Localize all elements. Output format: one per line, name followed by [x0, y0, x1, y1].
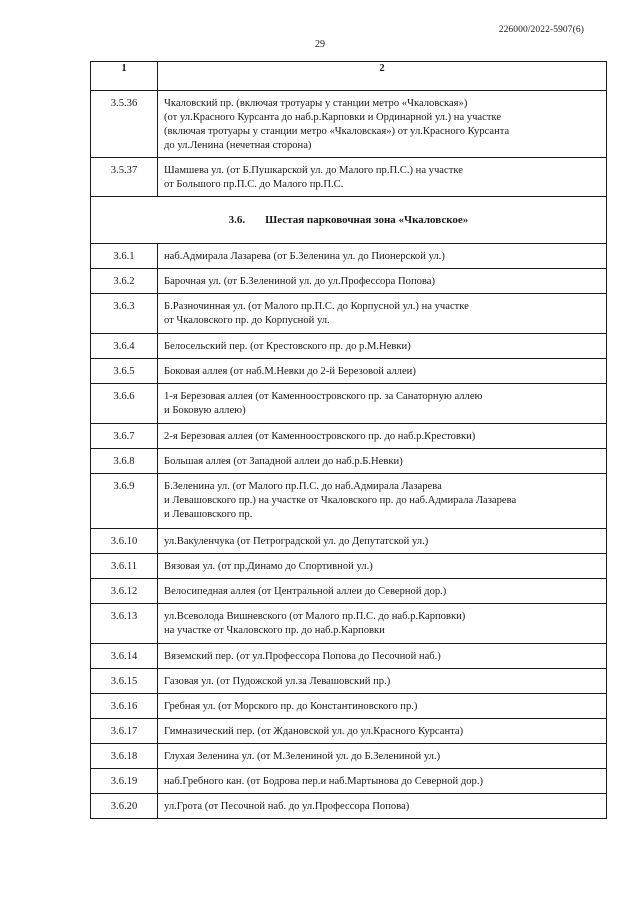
- row-description: [158, 744, 607, 769]
- row-number: 3.6.15: [91, 669, 158, 694]
- row-description: [158, 554, 607, 579]
- description-line: Чкаловский пр. (включая тротуары у станции метро «Чкаловская»): [164, 98, 468, 109]
- row-number: 3.6.20: [91, 794, 158, 819]
- table-row: [91, 644, 607, 669]
- table-row: [91, 384, 607, 424]
- table-row: [91, 449, 607, 474]
- table-row: [91, 474, 607, 529]
- document-id: 226000/2022-5907(6): [498, 25, 584, 35]
- table-row: [91, 794, 607, 819]
- description-line: Велосипедная аллея (от Центральной аллеи до Северной дор.): [164, 586, 447, 597]
- description-line: ул.Всеволода Вишневского (от Малого пр.П.С. до наб.р.Карповки): [164, 611, 466, 622]
- row-description: [158, 474, 607, 529]
- description-line: ул.Вакуленчука (от Петроградской ул. до Депутатской ул.): [164, 536, 429, 547]
- row-number: 3.6.18: [91, 744, 158, 769]
- row-number: 3.6.16: [91, 694, 158, 719]
- row-description: [158, 694, 607, 719]
- row-number: 3.6.6: [91, 384, 158, 424]
- description-line: на участке от Чкаловского пр. до наб.р.Карповки: [164, 625, 385, 636]
- table-row: [91, 744, 607, 769]
- description-line: и Левашовского пр.) на участке от Чкаловского пр. до наб.Адмирала Лазарева: [164, 495, 517, 506]
- row-description: [158, 91, 607, 158]
- table-row: [91, 359, 607, 384]
- section-number: 3.6.: [228, 214, 246, 226]
- description-line: от Большого пр.П.С. до Малого пр.П.С.: [164, 179, 344, 190]
- description-line: Белосельский пер. (от Крестовского пр. до р.М.Невки): [164, 341, 411, 352]
- description-line: Шамшева ул. (от Б.Пушкарской ул. до Малого пр.П.С.) на участке: [164, 165, 463, 176]
- description-line: Вяземский пер. (от ул.Профессора Попова до Песочной наб.): [164, 651, 441, 662]
- description-line: и Боковую аллею): [164, 405, 246, 416]
- description-line: 2-я Березовая аллея (от Каменноостровского пр. до наб.р.Крестовки): [164, 431, 476, 442]
- description-line: от Чкаловского пр. до Корпусной ул.: [164, 315, 330, 326]
- row-number: 3.6.11: [91, 554, 158, 579]
- row-number: 3.5.36: [91, 91, 158, 158]
- row-number: 3.6.5: [91, 359, 158, 384]
- table-row: [91, 579, 607, 604]
- row-description: [158, 794, 607, 819]
- section-title: Шестая парковочная зона «Чкаловское»: [265, 214, 469, 226]
- row-number: 3.5.37: [91, 158, 158, 197]
- row-description: [158, 158, 607, 197]
- table-row: [91, 769, 607, 794]
- row-description: [158, 604, 607, 644]
- description-line: и Левашовского пр.: [164, 509, 253, 520]
- description-line: 1-я Березовая аллея (от Каменноостровского пр. за Санаторную аллею: [164, 391, 483, 402]
- description-line: Большая аллея (от Западной аллеи до наб.р.Б.Невки): [164, 456, 403, 467]
- row-description: [158, 579, 607, 604]
- description-line: (включая тротуары у станции метро «Чкаловская») от ул.Красного Курсанта: [164, 126, 510, 137]
- row-number: 3.6.14: [91, 644, 158, 669]
- description-line: наб.Гребного кан. (от Бодрова пер.и наб.Мартынова до Северной дор.): [164, 776, 484, 787]
- table-row: [91, 424, 607, 449]
- row-description: [158, 384, 607, 424]
- row-description: [158, 644, 607, 669]
- table-body: [91, 91, 607, 819]
- table-header-row: [91, 62, 607, 91]
- description-line: Гимназический пер. (от Ждановской ул. до ул.Красного Курсанта): [164, 726, 464, 737]
- table-row: [91, 244, 607, 269]
- row-description: [158, 529, 607, 554]
- description-line: Вязовая ул. (от пр.Динамо до Спортивной ул.): [164, 561, 373, 572]
- page-number: 29: [315, 39, 325, 50]
- table-row: [91, 91, 607, 158]
- section-row: [91, 197, 607, 244]
- description-line: Газовая ул. (от Пудожской ул.за Левашовский пр.): [164, 676, 391, 687]
- row-number: 3.6.8: [91, 449, 158, 474]
- description-line: Б.Зеленина ул. (от Малого пр.П.С. до наб.Адмирала Лазарева: [164, 481, 442, 492]
- row-description: [158, 449, 607, 474]
- row-description: [158, 769, 607, 794]
- description-line: (от ул.Красного Курсанта до наб.р.Карповки и Ординарной ул.) на участке: [164, 112, 502, 123]
- description-line: до ул.Ленина (нечетная сторона): [164, 140, 312, 151]
- row-description: [158, 334, 607, 359]
- row-number: 3.6.2: [91, 269, 158, 294]
- table-row: [91, 158, 607, 197]
- row-description: [158, 294, 607, 334]
- table-row: [91, 669, 607, 694]
- description-line: Гребная ул. (от Морского пр. до Константиновского пр.): [164, 701, 418, 712]
- table-row: [91, 334, 607, 359]
- row-description: [158, 424, 607, 449]
- row-number: 3.6.3: [91, 294, 158, 334]
- row-number: 3.6.10: [91, 529, 158, 554]
- row-number: 3.6.12: [91, 579, 158, 604]
- table-row: [91, 719, 607, 744]
- column-header-number: 1: [91, 62, 158, 91]
- description-line: Барочная ул. (от Б.Зелениной ул. до ул.Профессора Попова): [164, 276, 435, 287]
- row-number: 3.6.19: [91, 769, 158, 794]
- table-row: [91, 294, 607, 334]
- row-number: 3.6.7: [91, 424, 158, 449]
- table-row: [91, 694, 607, 719]
- row-number: 3.6.17: [91, 719, 158, 744]
- row-number: 3.6.9: [91, 474, 158, 529]
- description-line: ул.Грота (от Песочной наб. до ул.Профессора Попова): [164, 801, 410, 812]
- row-description: [158, 269, 607, 294]
- column-header-description: 2: [158, 62, 607, 91]
- row-number: 3.6.13: [91, 604, 158, 644]
- row-description: [158, 669, 607, 694]
- row-number: 3.6.1: [91, 244, 158, 269]
- section-heading: [91, 197, 607, 244]
- table-row: [91, 554, 607, 579]
- table-row: [91, 269, 607, 294]
- description-line: Б.Разночинная ул. (от Малого пр.П.С. до Корпусной ул.) на участке: [164, 301, 469, 312]
- description-line: наб.Адмирала Лазарева (от Б.Зеленина ул. до Пионерской ул.): [164, 251, 445, 262]
- row-description: [158, 719, 607, 744]
- row-description: [158, 244, 607, 269]
- description-line: Глухая Зеленина ул. (от М.Зелениной ул. до Б.Зелениной ул.): [164, 751, 441, 762]
- description-line: Боковая аллея (от наб.М.Невки до 2-й Березовой аллеи): [164, 366, 416, 377]
- street-list-table: [90, 61, 607, 819]
- row-number: 3.6.4: [91, 334, 158, 359]
- row-description: [158, 359, 607, 384]
- table-row: [91, 529, 607, 554]
- table-row: [91, 604, 607, 644]
